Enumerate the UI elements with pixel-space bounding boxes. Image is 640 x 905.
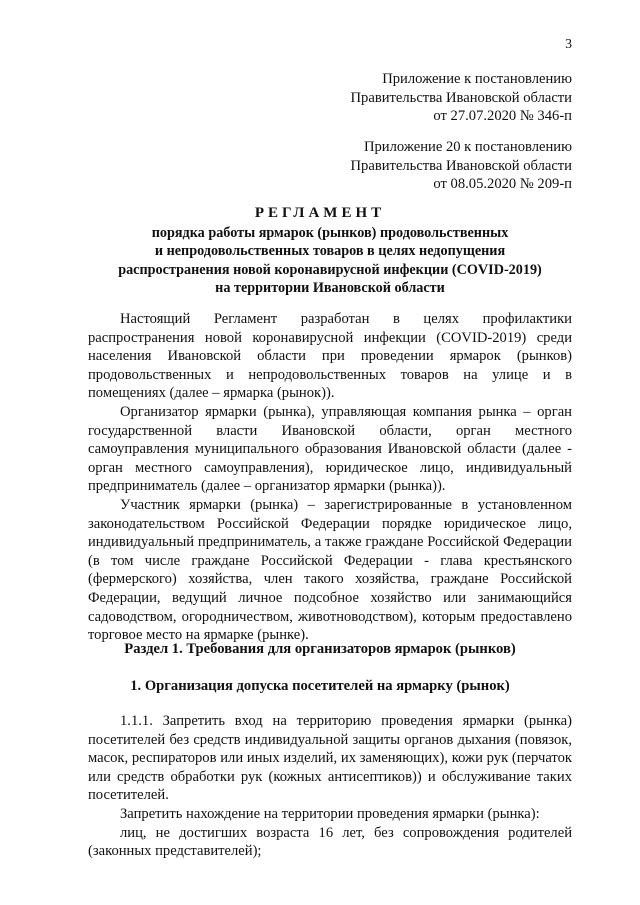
appendix-line: Приложение 20 к постановлению: [363, 139, 572, 155]
appendix-line: Правительства Ивановской области: [350, 89, 572, 106]
intro-paragraph: Настоящий Регламент разработан в целях профилактики распространения новой коронавирусной инфекции (COVID-2019) среди населения Ивановской области при проведении ярмарок (рынков) продовольственных и непродовольственных товаров на улице и в помещениях (далее – ярмарка (рынок)).: [88, 311, 572, 402]
subsection-heading: 1. Организация допуска посетителей на ярмарку (рынок): [130, 678, 510, 694]
appendix-note-original: [351, 138, 572, 194]
appendix-line: Приложение к постановлению: [382, 71, 572, 87]
appendix-note-current: [351, 70, 572, 126]
subtitle-line: и непродовольственных товаров в целях недопущения: [154, 243, 506, 260]
rule-paragraph: Запретить нахождение на территории проведения ярмарки (рынка):: [120, 805, 540, 822]
intro-paragraph: Организатор ярмарки (рынка), управляющая компания рынка – орган государственной власти Ивановской области, орган местного самоуправления муниципального образования Ивановской области (далее - орган местного самоуправления), юридическое лицо, индивидуальный предприниматель (далее – организатор ярмарки (рынка)).: [88, 403, 572, 495]
subtitle-line: порядка работы ярмарок (рынков) продовольственных: [151, 225, 509, 241]
rule-paragraph: лиц, не достигших возраста 16 лет, без сопровождения родителей (законных представителей);: [88, 824, 572, 860]
document-title: РЕГЛАМЕНТ: [254, 205, 386, 221]
appendix-line: от 27.07.2020 № 346-п: [433, 108, 572, 124]
intro-section: [88, 310, 572, 645]
page-number: 3: [565, 36, 572, 51]
subtitle-line: на территории Ивановской области: [215, 280, 445, 297]
appendix-line: от 08.05.2020 № 209-п: [433, 176, 572, 192]
section-heading: Раздел 1. Требования для организаторов ярмарок (рынков): [124, 641, 516, 657]
intro-paragraph: Участник ярмарки (рынка) – зарегистрированные в установленном законодательством Российской Федерации порядке юридическое лицо, индивидуальный предприниматель, а также граждане Российской Федерации (в том числе граждане Российской Федерации - глава крестьянского (фермерского) хозяйства, член такого хозяйства, граждане Российской Федерации, ведущий личное подсобное хозяйство или занимающийся садоводством, огородничеством, животноводством), которым предоставлено торговое место на ярмарке (рынке).: [88, 496, 572, 644]
rule-paragraph: 1.1.1. Запретить вход на территорию проведения ярмарки (рынка) посетителей без средств индивидуальной защиты органов дыхания (повязок, масок, респираторов или иных изделий, их заменяющих), кожи рук (перчаток или средств обработки рук (кожных антисептиков)) и обслуживание таких посетителей.: [88, 713, 572, 804]
rules-section: [88, 712, 572, 861]
subtitle-line: распространения новой коронавирусной инфекции (COVID-2019): [118, 261, 542, 278]
document-subtitle: [90, 224, 570, 298]
appendix-line: Правительства Ивановской области: [350, 157, 572, 174]
